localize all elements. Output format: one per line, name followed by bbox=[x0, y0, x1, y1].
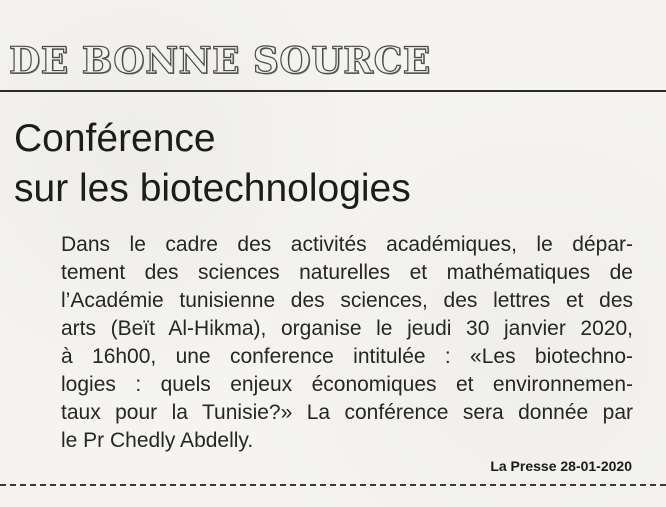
title-line: Conférence bbox=[14, 117, 216, 160]
article-body bbox=[61, 231, 633, 455]
article-title bbox=[14, 114, 411, 214]
body-line: arts (Beït Al-Hikma), organise le jeudi 30 janvier 2020, bbox=[61, 317, 633, 340]
source-citation: La Presse 28-01-2020 bbox=[490, 458, 632, 474]
body-line: logies : quels enjeux économiques et environnemen- bbox=[61, 373, 633, 396]
section-rubric: DE BONNE SOURCE bbox=[9, 40, 431, 82]
title-line: sur les biotechnologies bbox=[14, 167, 411, 210]
rubric-divider bbox=[0, 90, 666, 92]
body-line: taux pour la Tunisie?» La conférence sera donnée par bbox=[61, 401, 633, 424]
body-line: à 16h00, une conference intitulée : «Les biotechno- bbox=[61, 345, 633, 368]
body-line: l’Académie tunisienne des sciences, des lettres et des bbox=[61, 289, 633, 312]
body-line: le Pr Chedly Abdelly. bbox=[61, 429, 254, 452]
body-line: tement des sciences naturelles et mathématiques de bbox=[61, 261, 633, 284]
body-line: Dans le cadre des activités académiques, le dépar- bbox=[61, 233, 633, 256]
bottom-divider bbox=[0, 484, 666, 486]
